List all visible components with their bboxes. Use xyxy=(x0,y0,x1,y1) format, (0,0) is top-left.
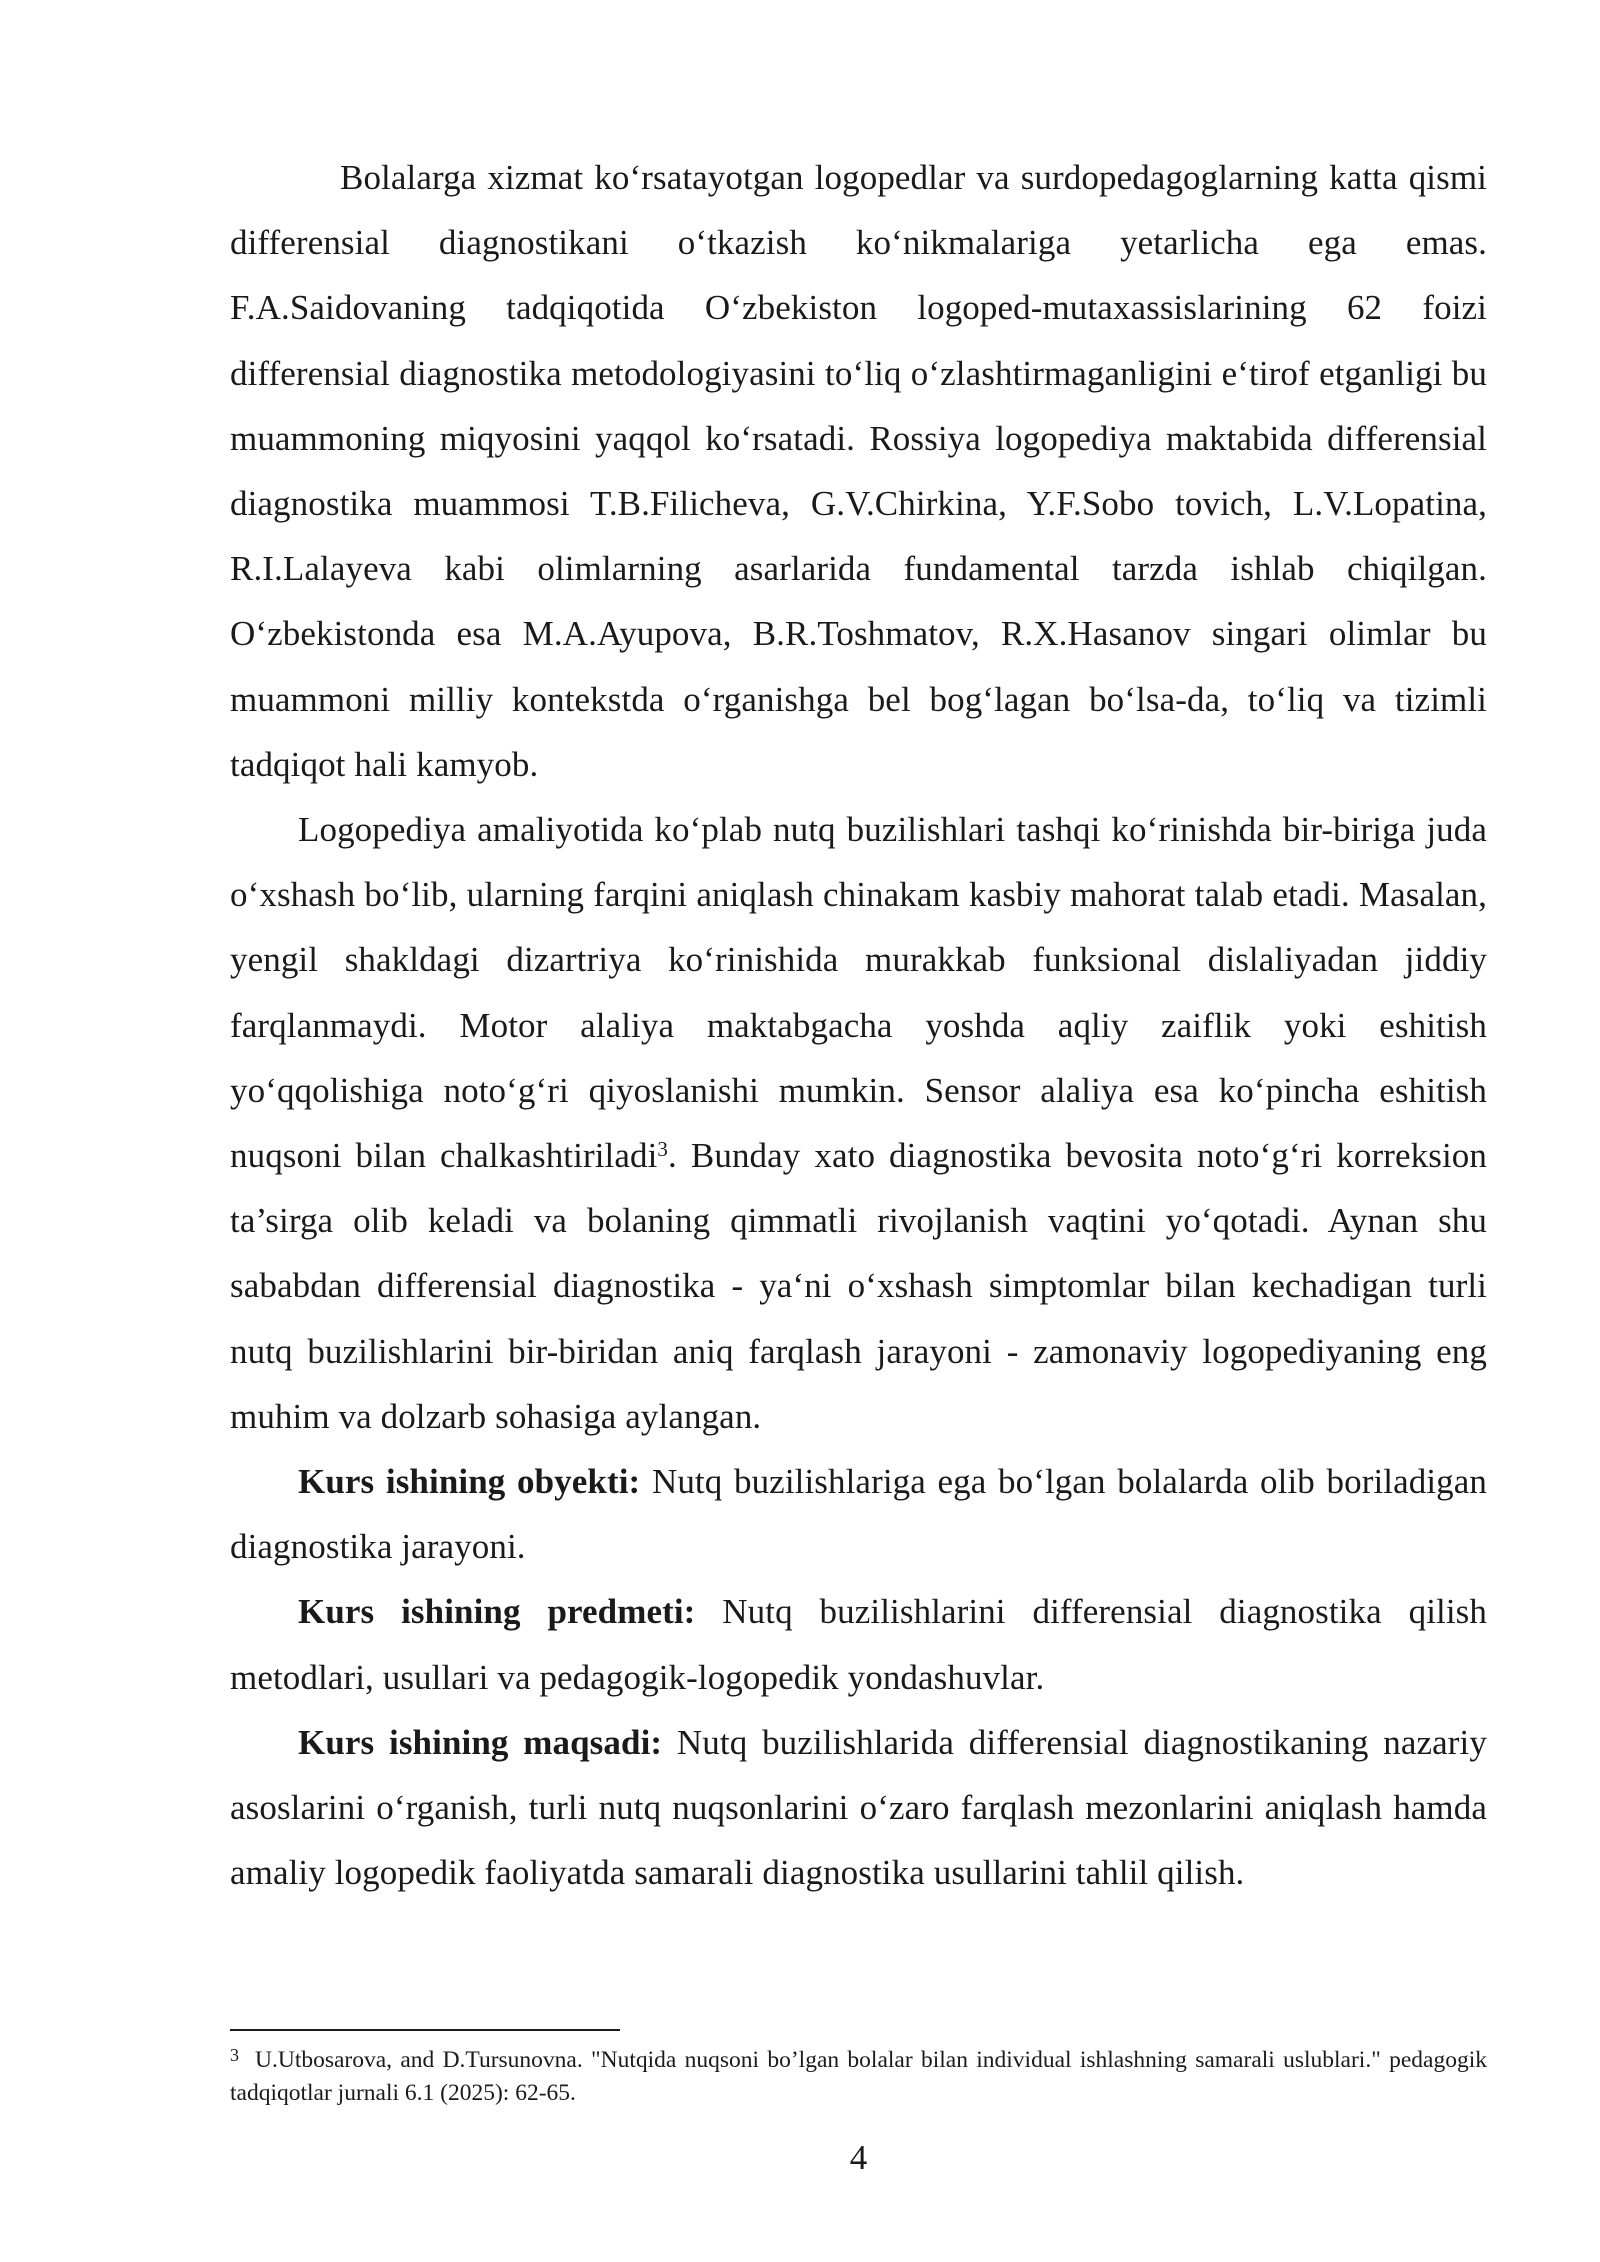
goal-text: Nutq buzilishlarida differensial diagnostikaning nazariy asoslarini oʻrganish, turli nutq nuqsonlarini oʻzaro farqlash mezonlarini aniqlash hamda amaliy logopedik faoliyatda samarali diagnostika usullarini tahlil qilish. xyxy=(230,1722,1487,1893)
object-label: Kurs ishining obyekti: xyxy=(298,1462,641,1502)
subject-text: Nutq buzilishlarini differensial diagnostika qilish metodlari, usullari va pedagogik-logopedik yondashuvlar. xyxy=(230,1592,1487,1697)
goal-label: Kurs ishining maqsadi: xyxy=(298,1722,663,1762)
paragraph-2-text-a: Logopediya amaliyotida koʻplab nutq buzilishlari tashqi koʻrinishda bir-biriga juda oʻxshash boʻlib, ularning farqini aniqlash chinakam kasbiy mahorat talab etadi. Masalan, yengil shakldagi dizartriya koʻrinishida murakkab funksional dislaliyadan jiddiy farqlanmaydi. Motor alaliya maktabgacha yoshda aqliy zaiflik yoki eshitish yoʻqqolishiga notoʻgʻri qiyoslanishi mumkin. Sensor alaliya esa koʻpincha eshitish nuqsoni bilan chalkashtiriladi xyxy=(230,810,1487,1176)
footnote-separator xyxy=(230,2029,620,2031)
paragraph-2 xyxy=(230,797,1487,1449)
paragraph-object xyxy=(230,1449,1487,1579)
paragraph-subject xyxy=(230,1579,1487,1709)
paragraph-2-text-b: . Bunday xato diagnostika bevosita notoʻgʻri korreksion ta’sirga olib keladi va bolaning qimmatli rivojlanish vaqtini yoʻqotadi. Aynan shu sababdan differensial diagnostika - yaʻni oʻxshash simptomlar bilan kechadigan turli nutq buzilishlarini bir-biridan aniq farqlash jarayoni - zamonaviy logopediyaning eng muhim va dolzarb sohasiga aylangan. xyxy=(230,1136,1487,1436)
page-number: 4 xyxy=(849,2138,868,2177)
paragraph-goal xyxy=(230,1710,1487,1906)
footnote-reference[interactable]: 3 xyxy=(657,1137,669,1162)
main-text xyxy=(230,145,1487,1905)
subject-label: Kurs ishining predmeti: xyxy=(298,1592,696,1632)
object-text: Nutq buzilishlariga ega boʻlgan bolalarda olib boriladigan diagnostika jarayoni. xyxy=(230,1462,1488,1567)
footnote xyxy=(230,2044,1487,2110)
paragraph-1-text: Bolalarga xizmat koʻrsatayotgan logopedlar va surdopedagoglarning katta qismi differensial diagnostikani oʻtkazish koʻnikmalariga yetarlicha ega emas. F.A.Saidovaning tadqiqotida Oʻzbekiston logoped-mutaxassislarining 62 foizi differensial diagnostika metodologiyasini toʻliq oʻzlashtirmaganligini eʻtirof etganligi bu muammoning miqyosini yaqqol koʻrsatadi. Rossiya logopediya maktabida differensial diagnostika muammosi T.B.Filicheva, G.V.Chirkina, Y.F.Sobo tovich, L.V.Lopatina, R.I.Lalayeva kabi olimlarning asarlarida fundamental tarzda ishlab chiqilgan. Oʻzbekistonda esa M.A.Ayupova, B.R.Toshmatov, R.X.Hasanov singari olimlar bu muammoni milliy kontekstda oʻrganishga bel bogʻlagan boʻlsa-da, toʻliq va tizimli tadqiqot hali kamyob. xyxy=(230,158,1487,784)
footnote-number: 3 xyxy=(230,2045,239,2065)
footnote-text: U.Utbosarova, and D.Tursunovna. "Nutqida nuqsoni bo’lgan bolalar bilan individual ishlashning samarali uslublari." pedagogik tadqiqotlar jurnali 6.1 (2025): 62-65. xyxy=(230,2047,1487,2106)
paragraph-1 xyxy=(230,145,1487,797)
